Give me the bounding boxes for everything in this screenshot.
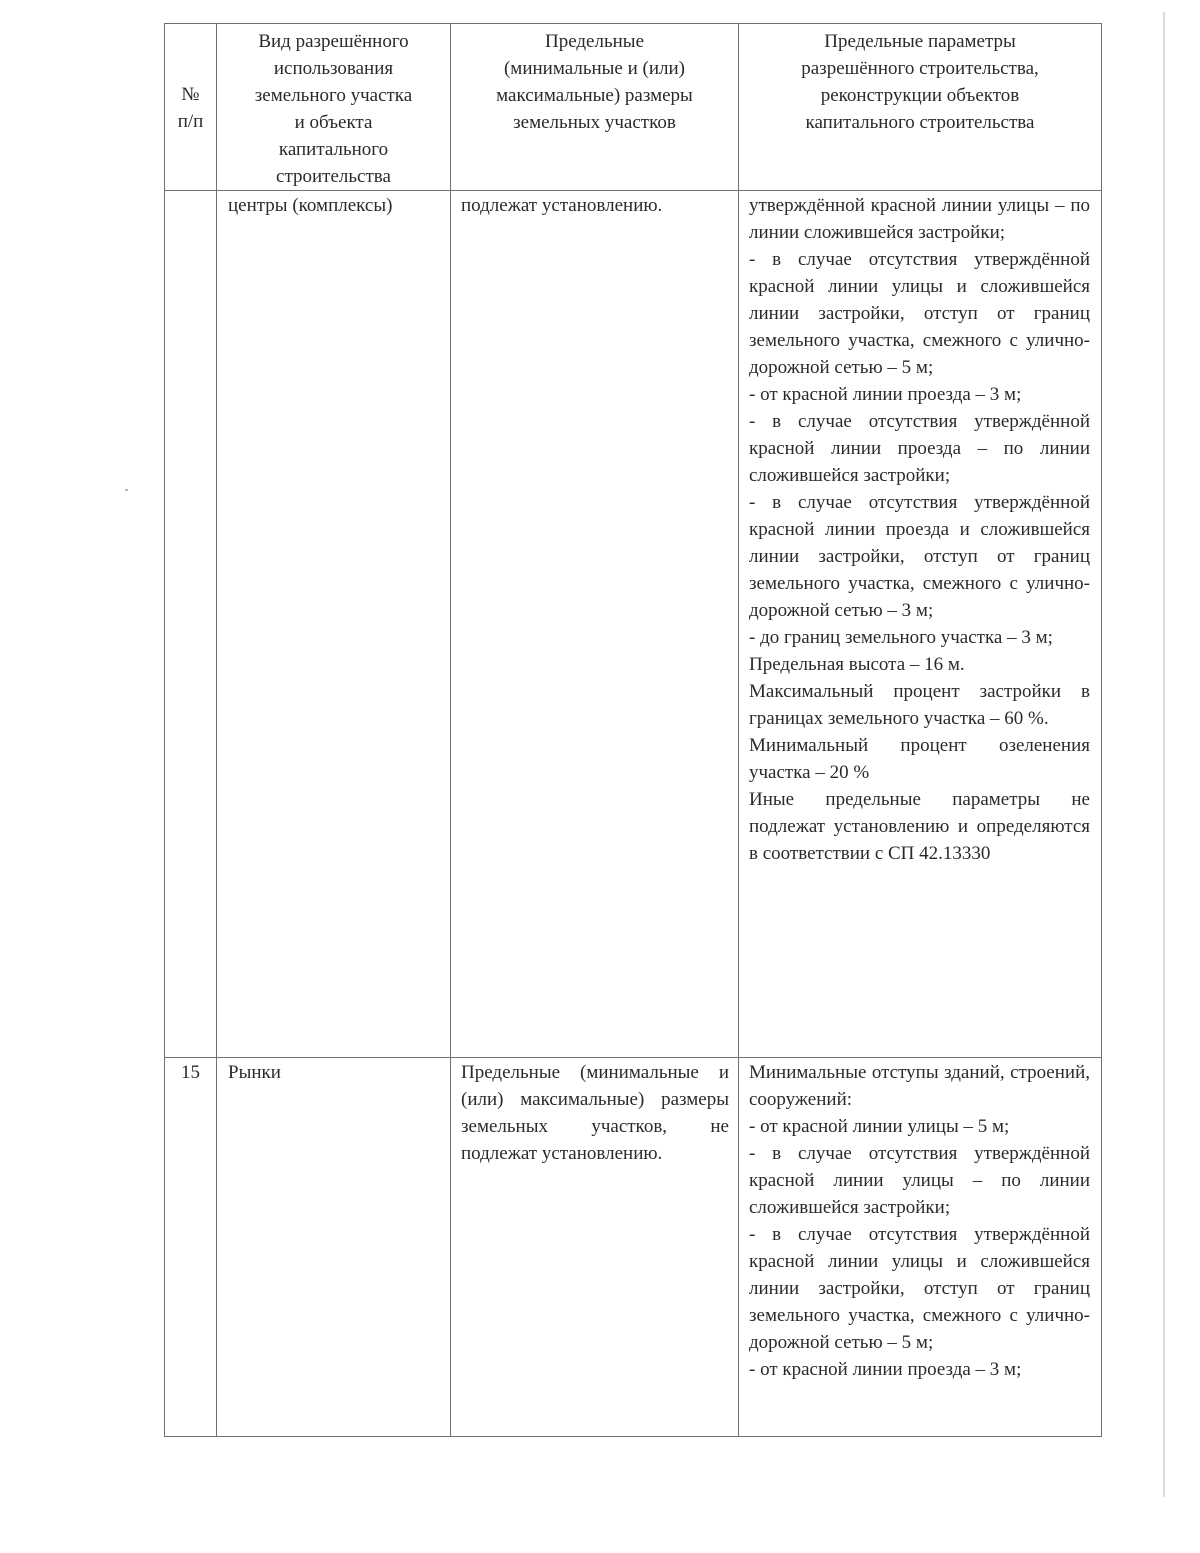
header-construction-params: Предельные параметры разрешённого строительства, реконструкции объектов капитального строительства bbox=[739, 24, 1102, 191]
cell-construction-params: Минимальные отступы зданий, строений, сооружений: - от красной линии улицы – 5 м; - в случае отсутствия утверждённой красной линии улицы – по линии сложившейся застройки; - в случае отсутствия утверждённой красной линии улицы и сложившейся линии застройки, отступ от границ земельного участка, смежного с улично-дорожной сетью – 5 м; - от красной линии проезда – 3 м; bbox=[739, 1058, 1102, 1437]
table-row bbox=[165, 1058, 1102, 1437]
cell-number bbox=[165, 191, 217, 1058]
table-row bbox=[165, 191, 1102, 1058]
cell-plot-sizes: подлежат установлению. bbox=[451, 191, 739, 1058]
header-plot-sizes: Предельные (минимальные и (или) максимальные) размеры земельных участков bbox=[451, 24, 739, 191]
header-use-type: Вид разрешённого использования земельного участка и объекта капитального строительства bbox=[217, 24, 451, 191]
table-header-row bbox=[165, 24, 1102, 191]
cell-construction-params: утверждённой красной линии улицы – по линии сложившейся застройки; - в случае отсутствия утверждённой красной линии улицы и сложившейся линии застройки, отступ от границ земельного участка, смежного с улично-дорожной сетью – 5 м; - от красной линии проезда – 3 м; - в случае отсутствия утверждённой красной линии проезда – по линии сложившейся застройки; - в случае отсутствия утверждённой красной линии проезда и сложившейся линии застройки, отступ от границ земельного участка, смежного с улично-дорожной сетью – 3 м; - до границ земельного участка – 3 м; Предельная высота – 16 м. Максимальный процент застройки в границах земельного участка – 60 %. Минимальный процент озеленения участка – 20 % Иные предельные параметры не подлежат установлению и определяются в соответствии с СП 42.13330 bbox=[739, 191, 1102, 1058]
scan-speck bbox=[125, 489, 128, 491]
header-number: № п/п bbox=[165, 24, 217, 191]
cell-plot-sizes: Предельные (минимальные и (или) максимальные) размеры земельных участков, не подлежат установлению. bbox=[451, 1058, 739, 1437]
cell-use-type: центры (комплексы) bbox=[217, 191, 451, 1058]
cell-use-type: Рынки bbox=[217, 1058, 451, 1437]
cell-number: 15 bbox=[165, 1058, 217, 1437]
scan-page-edge bbox=[1163, 12, 1165, 1497]
land-use-regulations-table bbox=[164, 23, 1102, 1437]
